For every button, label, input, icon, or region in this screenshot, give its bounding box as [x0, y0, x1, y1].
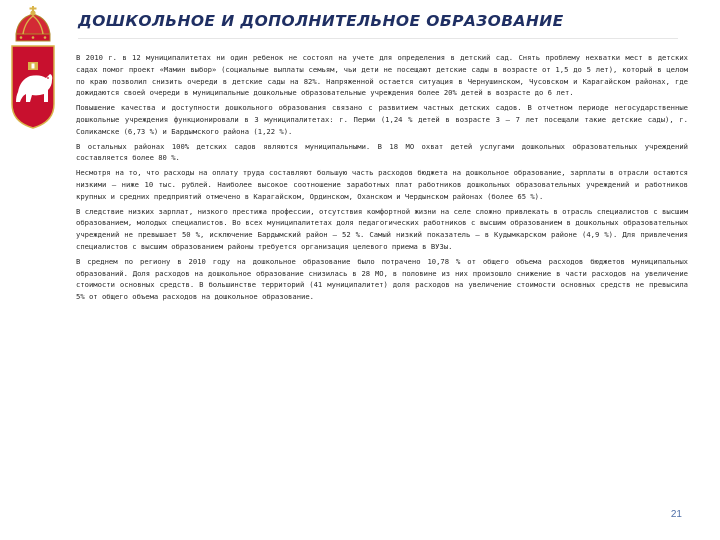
- document-body: [76, 52, 688, 306]
- page-number: 21: [670, 509, 682, 520]
- paragraph: Несмотря на то, что расходы на оплату труда составляют большую часть расходов бюджета на дошкольное образование, зарплаты в отрасли остаются низкими – ниже 10 тыс. рублей. Наиболее высокое соотношение заработных плат работников дошкольных образовательных учреждений и работников крупных и средних предприятий отмечено в Карагайском, Ординском, Оханском и Чердынском районах (более 65 %).: [76, 168, 688, 201]
- paragraph: В следствие низких зарплат, низкого престижа профессии, отсутствия комфортной жизни на селе сложно привлекать в отрасль специалистов с высшим образованием, молодых специалистов. Во всех муниципалитетах доля педагогических работников с высшим образованием в дошкольных образовательных учреждений не превышает 50 %, исключение Бардымский район – 52 %. Самый низкий показатель – в Кудымкарском районе (4,9 %). Для привлечения специалистов с высшим образованием районы требуется организация целевого приема в ВУЗы.: [76, 206, 688, 251]
- paragraph: В среднем по региону в 2010 году на дошкольное образование было потрачено 10,78 % от общего объема расходов бюджетов муниципальных образований. Доля расходов на дошкольное образование снизилась в 28 МО, в половине из них произошло снижение в части расходов на увеличение стоимости основных средств. В большинстве территорий (41 муниципалитет) доля расходов на увеличение стоимости основных средств не превысила 5% от общего объема расходов на дошкольное образование.: [76, 256, 688, 302]
- paragraph: Повышение качества и доступности дошкольного образования связано с развитием частных детских садов. В отчетном периоде негосударственные дошкольные учреждения функционировали в 3 муниципалитетах: г. Перми (1,24 % детей в возрасте 3 – 7 лет посещали такие детские сады), г. Соликамске (6,73 %) и Бардымского района (1,22 %).: [76, 103, 688, 136]
- crown-icon: [16, 6, 50, 41]
- title-divider: [78, 38, 678, 39]
- coat-of-arms-icon: [8, 4, 58, 132]
- paragraph: В 2010 г. в 12 муниципалитетах ни один ребенок не состоял на учете для определения в детский сад. Снять проблему нехватки мест в детских садах помог проект «Мамин выбор» (социальные выплаты семьям, чьи дети не посещают детские сады в возрасте от 1,5 до 5 лет), который в целом по краю позволил снизить очереди в детские сады на 82%. Напряженной остается ситуация в Чернушинском, Чусовском и Карагайском районах, где дожидаются своей очереди в муниципальные дошкольные образовательные учреждения более 20% детей в возрасте до 6 лет.: [76, 53, 688, 98]
- paragraph: В остальных районах 100% детских садов являются муниципальными. В 18 МО охват детей услугами дошкольных образовательных учреждений составляется более 80 %.: [76, 141, 688, 163]
- page-title: ДОШКОЛЬНОЕ И ДОПОЛНИТЕЛЬНОЕ ОБРАЗОВАНИЕ: [78, 12, 564, 30]
